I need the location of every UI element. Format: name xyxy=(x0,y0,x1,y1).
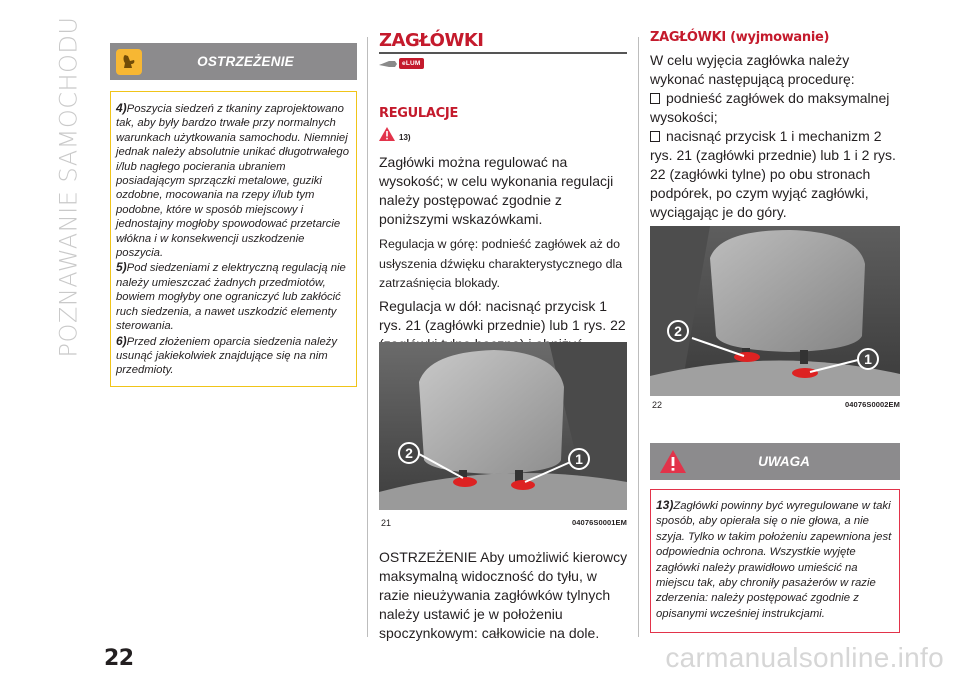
watermark: carmanualsonline.info xyxy=(665,642,944,673)
note-6 xyxy=(116,334,351,378)
page-number: 22 xyxy=(104,646,134,671)
caution-header xyxy=(650,443,900,480)
callout-1: 1 xyxy=(568,448,590,470)
caution-notes xyxy=(650,489,900,633)
warning-rear-headrests: OSTRZEŻENIE Aby umożliwić kierowcy maksymalną widoczność do tyłu, w razie nieużywania zagłówków tylnych należy ustawić je w położeniu spoczynkowym: całkowicie na dole. xyxy=(379,549,628,641)
note-number: 6) xyxy=(116,333,127,348)
figure-number: 22 xyxy=(652,400,663,410)
figure-code: 04076S0002EM xyxy=(845,400,900,409)
note-4 xyxy=(116,101,351,260)
warning-notes xyxy=(110,91,357,387)
warning-ref-number: 13) xyxy=(399,133,411,142)
step-checkbox xyxy=(650,93,660,104)
removal-step-1 xyxy=(650,89,900,127)
elum-marker xyxy=(379,58,424,69)
callout-2: 2 xyxy=(398,442,420,464)
removal-step-2 xyxy=(650,127,900,222)
step-text: podnieść zagłówek do maksymalnej wysokości; xyxy=(650,90,890,125)
figure-21-caption xyxy=(381,518,627,528)
column-headrests-adjust xyxy=(379,30,627,373)
column-divider xyxy=(638,37,639,637)
note-number: 4) xyxy=(116,101,127,115)
warning-triangle-icon xyxy=(379,127,395,141)
tool-icon xyxy=(379,59,397,69)
note-13 xyxy=(656,498,894,622)
figure-22-caption xyxy=(652,400,900,410)
figure-code: 04076S0001EM xyxy=(572,518,627,527)
caution-title: UWAGA xyxy=(758,454,810,469)
warning-header xyxy=(110,43,357,80)
figure-22-rear-headrest xyxy=(650,226,900,396)
note-text: Pod siedzeniami z elektryczną regulacją nie należy umieszczać żadnych przedmiotów, bowiem mogłyby one ograniczyć lub zakłócić ruch siedzenia, a nawet uszkodzić elementy sterowania. xyxy=(116,262,346,333)
warning-reference xyxy=(379,127,627,147)
intro-paragraph: Zagłówki można regulować na wysokość; w celu wykonania regulacji należy postępować zgodnie z poniższymi wskazówkami. xyxy=(379,154,614,227)
section-heading: ZAGŁÓWKI (wyjmowanie) xyxy=(650,30,830,45)
removal-intro: W celu wyjęcia zagłówka należy wykonać następującą procedurę: xyxy=(650,52,855,87)
adjust-down-paragraph: Regulacja w dół: nacisnąć przycisk 1 rys. 21 (zagłówki przednie) lub 1 rys. 22 xyxy=(379,297,626,333)
section-side-title-text: POZNAWANIE SAMOCHODU xyxy=(54,16,82,358)
column-headrests-removal xyxy=(650,30,900,222)
note-number: 5) xyxy=(116,260,127,275)
column-divider xyxy=(367,37,368,637)
warning-triangle-icon xyxy=(660,450,686,473)
callout-2: 2 xyxy=(667,320,689,342)
note-text: Poszycia siedzeń z tkaniny zaprojektowano tak, aby były bardzo trwałe przy normalnych warunkach użytkowania samochodu. Niemniej jednak należy absolutnie unikać długotrwałego i/lub nagłego pocierania ubraniem posiadającym sprzączki metalowe, guziki ozdobne, mocowania na rzepy i/lub tym podobne, które w sposób miejscowy i jednostajny mogłoby spowodować przetarcie włókna i w konsekwencji uszkodzenie poszycia. xyxy=(116,103,349,260)
figure-21-front-headrest xyxy=(379,342,627,510)
note-number: 13) xyxy=(656,498,674,512)
adjust-up-paragraph: Regulacja w górę: podnieść zagłówek aż do usłyszenia dźwięku charakterystycznego dla zatrzaśnięcia blokady. xyxy=(379,237,623,290)
warning-title: OSTRZEŻENIE xyxy=(197,54,294,69)
note-text: Przed złożeniem oparcia siedzenia należy usunąć jakiekolwiek znajdujące się na nim przedmioty. xyxy=(116,335,338,377)
subheading: REGULACJE xyxy=(379,106,459,121)
figure-number: 21 xyxy=(381,518,392,528)
elum-badge: eLUM xyxy=(399,58,424,69)
step-checkbox xyxy=(650,131,660,142)
section-side-title xyxy=(48,16,88,358)
callout-1: 1 xyxy=(857,348,879,370)
note-5 xyxy=(116,260,351,333)
step-text: nacisnąć przycisk 1 i mechanizm 2 rys. 21 (zagłówki przednie) lub 1 i 2 rys. 22 (zagłówki tylne) po obu stronach podpórek, po czym wyjąć zagłówki, wyciągając je do góry. xyxy=(650,128,896,220)
section-heading: ZAGŁÓWKI xyxy=(379,30,484,51)
seat-warning-icon xyxy=(116,49,142,75)
note-text: Zagłówki powinny być wyregulowane w taki sposób, aby opierała się o nie głowa, a nie szyja. Tylko w takim położeniu zapewniona jest odpowiednia ochrona. Wszystkie wyjęte zagłówki należy prawidłowo umieścić na miejscu tak, aby chroniły pasażerów w razie zderzenia: należy postępować zgodnie z opisanymi wcześniej instrukcjami. xyxy=(656,500,892,620)
